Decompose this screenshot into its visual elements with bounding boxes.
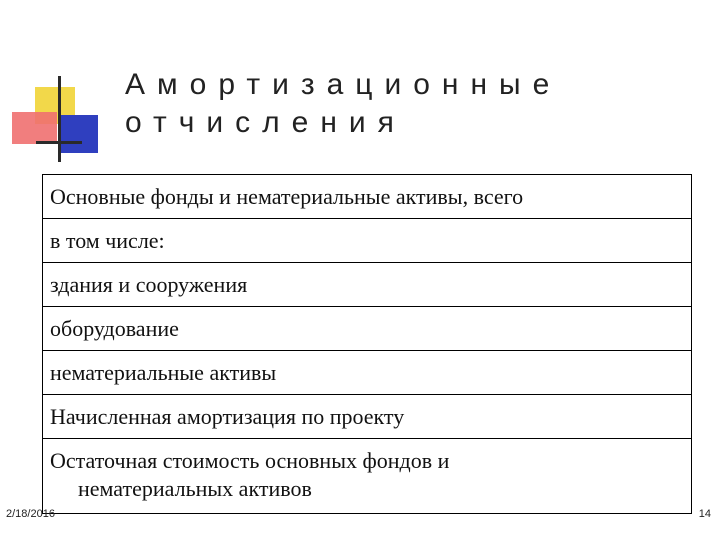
slide-title-line-2: отчисления [125,106,406,139]
slide-title [125,66,561,142]
residual-value-line-2: нематериальных активов [78,476,312,501]
residual-value-line-1: Остаточная стоимость основных фондов и [50,448,450,473]
table-row: нематериальные активы [43,351,691,395]
table-row-residual-value [43,439,691,513]
slide-logo-decoration [0,0,110,170]
logo-red-square [12,112,57,144]
slide-title-line-1: Амортизационные [125,68,562,101]
items-table [42,174,692,514]
table-row: Основные фонды и нематериальные активы, всего [43,175,691,219]
logo-blue-square [60,115,98,153]
table-row: в том числе: [43,219,691,263]
table-row: здания и сооружения [43,263,691,307]
table-row: оборудование [43,307,691,351]
logo-vertical-line [58,76,61,162]
logo-horizontal-line [36,141,82,144]
footer-date: 2/18/2016 [6,508,55,520]
table-row: Начисленная амортизация по проекту [43,395,691,439]
page-number: 14 [698,508,711,520]
